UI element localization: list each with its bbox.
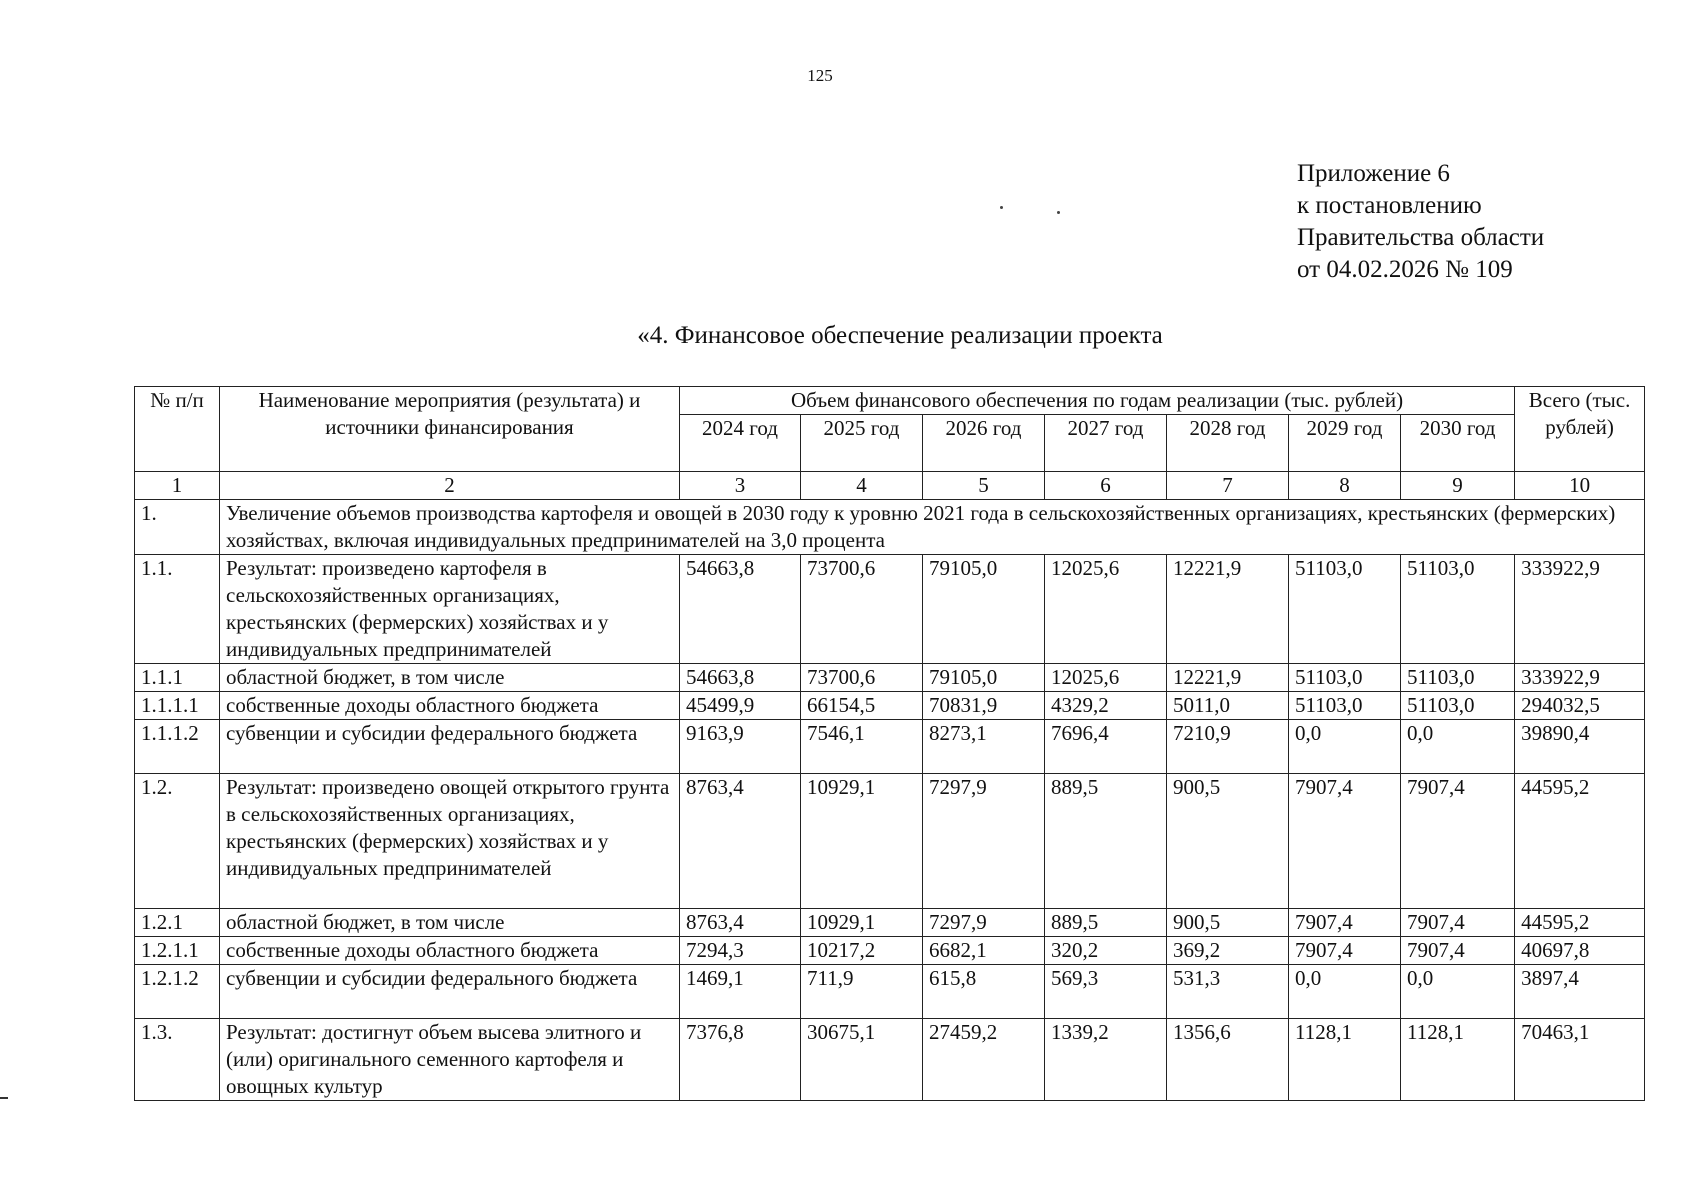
row-total-value: 70463,1 bbox=[1515, 1019, 1645, 1101]
row-year-value: 79105,0 bbox=[923, 555, 1045, 664]
row-year-value: 51103,0 bbox=[1401, 555, 1515, 664]
column-number: 5 bbox=[923, 472, 1045, 500]
row-year-value: 7376,8 bbox=[680, 1019, 801, 1101]
row-year-value: 12221,9 bbox=[1167, 555, 1289, 664]
appendix-block bbox=[1297, 158, 1544, 286]
column-numbers-row bbox=[135, 472, 1645, 500]
row-year-value: 7907,4 bbox=[1401, 909, 1515, 937]
row-total-value: 333922,9 bbox=[1515, 555, 1645, 664]
row-year-value: 320,2 bbox=[1045, 937, 1167, 965]
row-name: областной бюджет, в том числе bbox=[220, 909, 680, 937]
table-row bbox=[135, 692, 1645, 720]
section-index: 1. bbox=[135, 500, 220, 555]
appendix-line-3: Правительства области bbox=[1297, 224, 1545, 251]
row-year-value: 12025,6 bbox=[1045, 664, 1167, 692]
row-total-value: 39890,4 bbox=[1515, 720, 1645, 774]
row-year-value: 51103,0 bbox=[1289, 664, 1401, 692]
column-number: 2 bbox=[220, 472, 680, 500]
row-year-value: 51103,0 bbox=[1401, 692, 1515, 720]
column-number: 4 bbox=[801, 472, 923, 500]
header-year: 2027 год bbox=[1045, 415, 1167, 472]
row-year-value: 4329,2 bbox=[1045, 692, 1167, 720]
row-year-value: 7907,4 bbox=[1401, 774, 1515, 909]
row-index: 1.2. bbox=[135, 774, 220, 909]
table-row bbox=[135, 1019, 1645, 1101]
row-name: областной бюджет, в том числе bbox=[220, 664, 680, 692]
row-year-value: 51103,0 bbox=[1289, 555, 1401, 664]
header-row-1 bbox=[135, 387, 1645, 415]
row-year-value: 10929,1 bbox=[801, 909, 923, 937]
row-name: субвенции и субсидии федерального бюджета bbox=[220, 720, 680, 774]
row-year-value: 889,5 bbox=[1045, 774, 1167, 909]
section-row bbox=[135, 500, 1645, 555]
row-year-value: 7546,1 bbox=[801, 720, 923, 774]
row-year-value: 54663,8 bbox=[680, 555, 801, 664]
section-text: Увеличение объемов производства картофеля и овощей в 2030 году к уровню 2021 года в сельскохозяйственных организациях, крестьянских (фермерских) хозяйствах, включая индивидуальных предпринимателей на 3,0 процента bbox=[220, 500, 1645, 555]
row-index: 1.3. bbox=[135, 1019, 220, 1101]
row-year-value: 7907,4 bbox=[1401, 937, 1515, 965]
row-name: Результат: произведено картофеля в сельскохозяйственных организациях, крестьянских (фермерских) хозяйствах и у индивидуальных предпринимателей bbox=[220, 555, 680, 664]
header-years-group: Объем финансового обеспечения по годам реализации (тыс. рублей) bbox=[680, 387, 1515, 415]
table-row bbox=[135, 965, 1645, 1019]
column-number: 1 bbox=[135, 472, 220, 500]
row-index: 1.1.1.1 bbox=[135, 692, 220, 720]
header-year: 2030 год bbox=[1401, 415, 1515, 472]
row-name: собственные доходы областного бюджета bbox=[220, 692, 680, 720]
row-year-value: 51103,0 bbox=[1289, 692, 1401, 720]
header-year: 2024 год bbox=[680, 415, 801, 472]
row-year-value: 900,5 bbox=[1167, 909, 1289, 937]
header-year: 2025 год bbox=[801, 415, 923, 472]
row-year-value: 9163,9 bbox=[680, 720, 801, 774]
row-name: субвенции и субсидии федерального бюджета bbox=[220, 965, 680, 1019]
table-row bbox=[135, 664, 1645, 692]
row-year-value: 54663,8 bbox=[680, 664, 801, 692]
row-year-value: 0,0 bbox=[1289, 965, 1401, 1019]
margin-mark bbox=[0, 1097, 8, 1099]
row-year-value: 66154,5 bbox=[801, 692, 923, 720]
row-year-value: 51103,0 bbox=[1401, 664, 1515, 692]
column-number: 10 bbox=[1515, 472, 1645, 500]
header-year: 2028 год bbox=[1167, 415, 1289, 472]
section-title: «4. Финансовое обеспечение реализации проекта bbox=[637, 322, 1163, 349]
row-year-value: 79105,0 bbox=[923, 664, 1045, 692]
row-year-value: 7696,4 bbox=[1045, 720, 1167, 774]
row-year-value: 1128,1 bbox=[1401, 1019, 1515, 1101]
row-year-value: 0,0 bbox=[1401, 965, 1515, 1019]
column-number: 3 bbox=[680, 472, 801, 500]
header-year: 2029 год bbox=[1289, 415, 1401, 472]
row-year-value: 0,0 bbox=[1401, 720, 1515, 774]
row-year-value: 10929,1 bbox=[801, 774, 923, 909]
row-year-value: 1356,6 bbox=[1167, 1019, 1289, 1101]
row-year-value: 531,3 bbox=[1167, 965, 1289, 1019]
column-number: 9 bbox=[1401, 472, 1515, 500]
row-year-value: 7907,4 bbox=[1289, 937, 1401, 965]
row-year-value: 7297,9 bbox=[923, 774, 1045, 909]
row-year-value: 7294,3 bbox=[680, 937, 801, 965]
row-index: 1.2.1.2 bbox=[135, 965, 220, 1019]
row-year-value: 27459,2 bbox=[923, 1019, 1045, 1101]
header-num: № п/п bbox=[135, 387, 220, 472]
row-year-value: 7297,9 bbox=[923, 909, 1045, 937]
appendix-line-4: от 04.02.2026 № 109 bbox=[1297, 256, 1513, 283]
row-year-value: 30675,1 bbox=[801, 1019, 923, 1101]
row-year-value: 73700,6 bbox=[801, 664, 923, 692]
row-year-value: 1128,1 bbox=[1289, 1019, 1401, 1101]
row-year-value: 10217,2 bbox=[801, 937, 923, 965]
row-year-value: 8763,4 bbox=[680, 909, 801, 937]
row-year-value: 5011,0 bbox=[1167, 692, 1289, 720]
table-row bbox=[135, 720, 1645, 774]
row-total-value: 294032,5 bbox=[1515, 692, 1645, 720]
row-index: 1.2.1 bbox=[135, 909, 220, 937]
row-index: 1.2.1.1 bbox=[135, 937, 220, 965]
row-year-value: 6682,1 bbox=[923, 937, 1045, 965]
row-year-value: 7907,4 bbox=[1289, 774, 1401, 909]
table-row bbox=[135, 909, 1645, 937]
row-total-value: 333922,9 bbox=[1515, 664, 1645, 692]
row-name: Результат: произведено овощей открытого грунта в сельскохозяйственных организациях, крестьянских (фермерских) хозяйствах и у индивидуальных предпринимателей bbox=[220, 774, 680, 909]
column-number: 8 bbox=[1289, 472, 1401, 500]
table-row bbox=[135, 774, 1645, 909]
row-year-value: 711,9 bbox=[801, 965, 923, 1019]
row-index: 1.1.1 bbox=[135, 664, 220, 692]
row-year-value: 8763,4 bbox=[680, 774, 801, 909]
row-year-value: 569,3 bbox=[1045, 965, 1167, 1019]
financing-table bbox=[134, 386, 1645, 1101]
header-year: 2026 год bbox=[923, 415, 1045, 472]
scan-speck bbox=[1057, 211, 1060, 214]
row-year-value: 70831,9 bbox=[923, 692, 1045, 720]
row-year-value: 1339,2 bbox=[1045, 1019, 1167, 1101]
row-year-value: 0,0 bbox=[1289, 720, 1401, 774]
row-year-value: 73700,6 bbox=[801, 555, 923, 664]
row-total-value: 44595,2 bbox=[1515, 774, 1645, 909]
row-index: 1.1. bbox=[135, 555, 220, 664]
row-name: собственные доходы областного бюджета bbox=[220, 937, 680, 965]
row-year-value: 8273,1 bbox=[923, 720, 1045, 774]
appendix-line-2: к постановлению bbox=[1297, 192, 1482, 219]
row-year-value: 615,8 bbox=[923, 965, 1045, 1019]
row-name: Результат: достигнут объем высева элитного и (или) оригинального семенного картофеля и овощных культур bbox=[220, 1019, 680, 1101]
page-number: 125 bbox=[807, 66, 833, 85]
row-total-value: 40697,8 bbox=[1515, 937, 1645, 965]
row-year-value: 369,2 bbox=[1167, 937, 1289, 965]
header-total: Всего (тыс. рублей) bbox=[1515, 387, 1645, 472]
row-total-value: 44595,2 bbox=[1515, 909, 1645, 937]
row-year-value: 7210,9 bbox=[1167, 720, 1289, 774]
scan-speck bbox=[1000, 206, 1003, 209]
column-number: 6 bbox=[1045, 472, 1167, 500]
row-year-value: 45499,9 bbox=[680, 692, 801, 720]
row-year-value: 12025,6 bbox=[1045, 555, 1167, 664]
row-year-value: 889,5 bbox=[1045, 909, 1167, 937]
row-year-value: 1469,1 bbox=[680, 965, 801, 1019]
column-number: 7 bbox=[1167, 472, 1289, 500]
row-year-value: 12221,9 bbox=[1167, 664, 1289, 692]
appendix-line-1: Приложение 6 bbox=[1297, 160, 1450, 187]
header-name: Наименование мероприятия (результата) и источники финансирования bbox=[220, 387, 680, 472]
table-row bbox=[135, 937, 1645, 965]
row-year-value: 7907,4 bbox=[1289, 909, 1401, 937]
row-total-value: 3897,4 bbox=[1515, 965, 1645, 1019]
row-index: 1.1.1.2 bbox=[135, 720, 220, 774]
row-year-value: 900,5 bbox=[1167, 774, 1289, 909]
table-row bbox=[135, 555, 1645, 664]
